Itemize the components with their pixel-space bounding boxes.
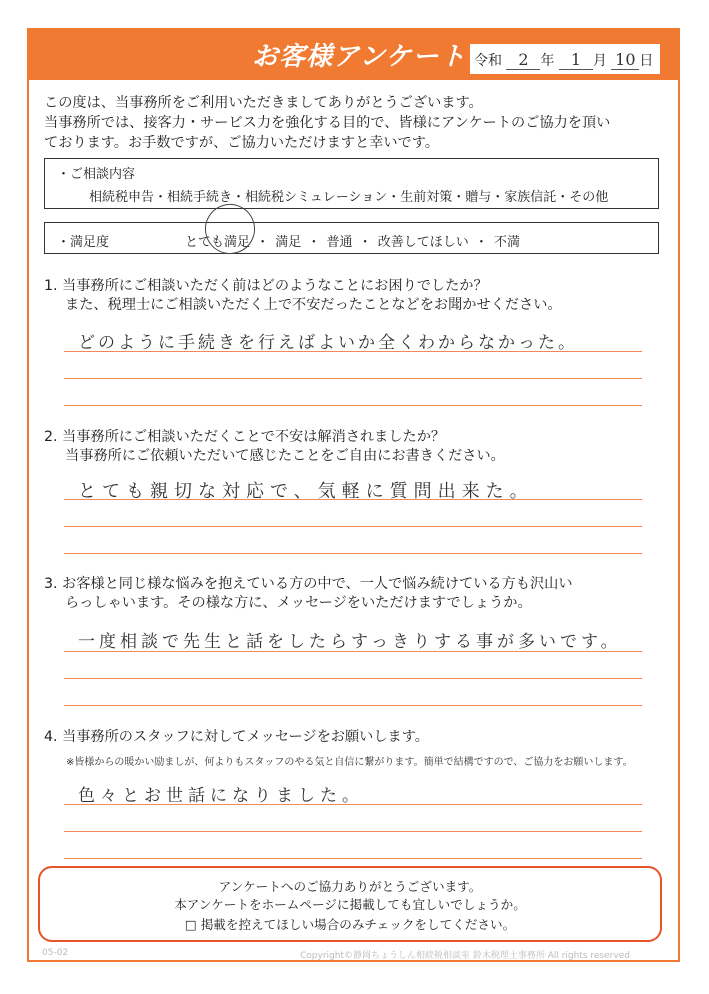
- answer-line: [64, 831, 642, 832]
- answer-2[interactable]: とても親切な対応で、気軽に質問出来た。: [78, 481, 534, 502]
- answer-line: [64, 526, 642, 527]
- question-line: また、税理士にご相談いただく上で不安だったことなどをお聞かせください。: [65, 297, 562, 313]
- form-code: 05-02: [42, 948, 69, 958]
- date-year: 2: [506, 50, 540, 70]
- footer-thanks: アンケートへのご協力ありがとうございます。: [218, 879, 482, 894]
- answer-line: [64, 858, 642, 859]
- question-line: 1. 当事務所にご相談いただく前はどのようなことにお困りでしたか？: [44, 278, 488, 294]
- intro-line: この度は、当事務所をご利用いただきましてありがとうございます。: [44, 95, 483, 111]
- question-2: [44, 428, 674, 466]
- date-era: 令和: [474, 53, 502, 69]
- intro-text: [44, 93, 669, 153]
- date-day: 10: [611, 50, 639, 70]
- intro-line: ております。お手数ですが、ご協力いただけますと幸いです。: [44, 135, 439, 151]
- date-month-unit: 月: [592, 53, 607, 69]
- answer-line: [64, 499, 642, 500]
- footer-question: 本アンケートをホームページに掲載しても宜しいでしょうか。: [174, 897, 526, 912]
- satisfaction-box: [44, 222, 659, 254]
- answer-1[interactable]: どのように手続きを行えばよいか全くわからなかった。: [78, 333, 578, 353]
- date-field: [474, 50, 653, 70]
- date-day-unit: 日: [639, 53, 654, 69]
- answer-line: [64, 804, 642, 805]
- answer-line: [64, 705, 642, 706]
- answer-line: [64, 651, 642, 652]
- question-4: [44, 728, 674, 747]
- page-title: お客様アンケート: [252, 42, 467, 72]
- answer-line: [64, 351, 642, 352]
- copyright: Copyright©静岡ちょうしん相続税相談室 鈴木税理士事務所 All rights reserved: [300, 951, 630, 961]
- date-year-unit: 年: [540, 53, 555, 69]
- consult-options[interactable]: 相続税申告・相続手続き・相続税シミュレーション・生前対策・贈与・家族信託・その他: [89, 190, 609, 205]
- answer-line: [64, 678, 642, 679]
- date-month: 1: [559, 50, 593, 70]
- question-line: 2. 当事務所にご相談いただくことで不安は解消されましたか？: [44, 429, 446, 445]
- answer-4[interactable]: 色々とお世話になりました。: [78, 786, 364, 806]
- consult-box: [44, 158, 659, 209]
- intro-line: 当事務所では、接客力・サービス力を強化する目的で、皆様にアンケートのご協力を頂い: [44, 115, 611, 131]
- question-line: 4. 当事務所のスタッフに対してメッセージをお願いします。: [44, 729, 429, 745]
- answer-line: [64, 378, 642, 379]
- question-4-note: ※皆様からの暖かい励ましが、何よりもスタッフのやる気と自信に繋がります。簡単で結構ですので、ご協力をお願いします。: [66, 757, 633, 768]
- question-3: [44, 575, 674, 613]
- answer-line: [64, 405, 642, 406]
- answer-3[interactable]: 一度相談で先生と話をしたらすっきりする事が多いです。: [78, 632, 622, 652]
- question-line: らっしゃいます。その様な方に、メッセージをいただけますでしょうか。: [65, 595, 532, 611]
- satisfaction-options[interactable]: とても満足 ・ 満足 ・ 普通 ・ 改善してほしい ・ 不満: [185, 235, 521, 250]
- question-line: 当事務所にご依頼いただいて感じたことをご自由にお書きください。: [65, 448, 505, 464]
- footer-checkbox[interactable]: □ 掲載を控えてほしい場合のみチェックをしてください。: [184, 917, 516, 932]
- consult-label: ・ご相談内容: [57, 167, 136, 182]
- answer-line: [64, 553, 642, 554]
- satisfaction-label: ・満足度: [57, 235, 110, 250]
- question-line: 3. お客様と同じ様な悩みを抱えている方の中で、一人で悩み続けている方も沢山い: [44, 576, 573, 592]
- question-1: [44, 277, 674, 315]
